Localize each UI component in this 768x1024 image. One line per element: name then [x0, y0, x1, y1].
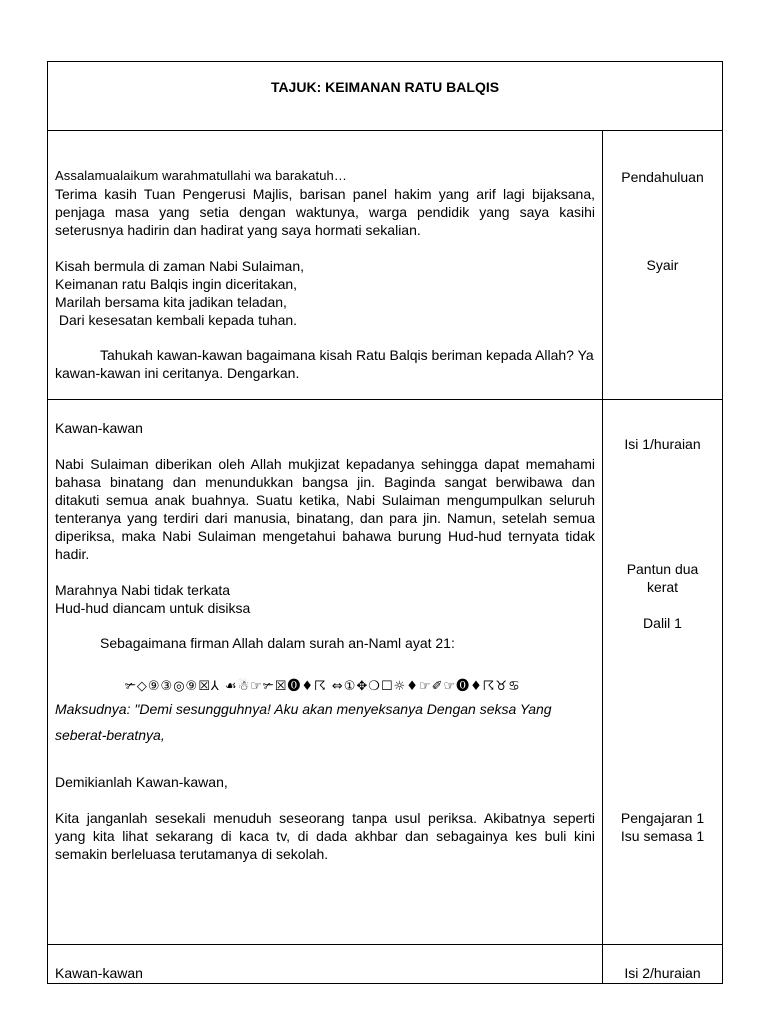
section-isi2-content	[48, 945, 603, 984]
address-text: Kawan-kawan	[55, 420, 143, 436]
section-intro-labels	[603, 131, 723, 400]
section-isi2-row	[48, 945, 723, 984]
title-row	[48, 62, 723, 131]
lesson-paragraph: Kita janganlah sesekali menuduh seseorang tanpa usul periksa. Akibatnya seperti yang kita lihat sekarang di kaca tv, di dada akhbar dan sebagainya kes buli kini semakin berleluasa terutamanya di sekolah.	[55, 810, 595, 862]
label-syair: Syair	[646, 257, 679, 273]
section-intro-content	[48, 131, 603, 400]
conclusion-text: Demikianlah Kawan-kawan,	[55, 774, 228, 790]
poem-line: Marilah bersama kita jadikan teladan,	[55, 294, 287, 310]
section-isi1-labels	[603, 400, 723, 945]
speech-table	[47, 61, 723, 984]
section-intro-row	[48, 131, 723, 400]
page-title: TAJUK: KEIMANAN RATU BALQIS	[270, 79, 500, 95]
label-pengajaran-1: Pengajaran 1	[620, 810, 705, 826]
label-isi-2: Isi 2/huraian	[624, 965, 701, 981]
verse-meaning: Maksudnya: "Demi sesungguhnya! Aku akan menyeksanya Dengan seksa Yang seberat-beratnya,	[55, 701, 552, 743]
firman-text: Sebagaimana firman Allah dalam surah an-Naml ayat 21:	[100, 635, 455, 651]
label-dalil-1: Dalil 1	[643, 615, 682, 631]
address-text: Kawan-kawan	[55, 965, 143, 981]
label-isi-1: Isi 1/huraian	[624, 436, 701, 452]
title-cell	[48, 62, 723, 131]
poem-line: Keimanan ratu Balqis ingin diceritakan,	[55, 276, 298, 292]
thanks-paragraph: Terima kasih Tuan Pengerusi Majlis, barisan panel hakim yang arif lagi bijaksana, penjaga masa yang setia dengan waktunya, warga pendidik yang saya kasihi seterusnya hadirin dan hadirat yang saya hormati sekalian.	[55, 186, 595, 238]
pantun-line: Marahnya Nabi tidak terkata	[55, 582, 231, 598]
section-isi1-row	[48, 400, 723, 945]
poem-line: Dari kesesatan kembali kepada tuhan.	[55, 312, 298, 328]
greeting-text: Assalamualaikum warahmatullahi wa barakatuh…	[55, 168, 347, 183]
intro-paragraph: Tahukah kawan-kawan bagaimana kisah Ratu Balqis beriman kepada Allah? Ya kawan-kawan ini ceritanya. Dengarkan.	[55, 347, 594, 381]
label-pantun-1: Pantun dua	[626, 561, 699, 577]
section-isi2-labels	[603, 945, 723, 984]
label-isu-semasa-1: Isu semasa 1	[620, 828, 705, 844]
story-paragraph: Nabi Sulaiman diberikan oleh Allah mukjizat kepadanya sehingga dapat memahami bahasa binatang dan menundukkan bangsa jin. Baginda sangat berwibawa dan ditakuti semua anak buahnya. Suatu ketika, Nabi Sulaiman mengumpulkan seluruh tenteranya yang terdiri dari manusia, binatang, dan para jin. Namun, setelah semua diperiksa, maka Nabi Sulaiman mengetahui bahawa burung Hud-hud ternyata tidak hadir.	[55, 456, 595, 562]
label-pantun-2: kerat	[646, 579, 679, 595]
arabic-verse-glyphs: ✃◇⑨③◎⑨☒⅄ ☙☃☞✃☒⓿♦☈ ⇔①✥❍☐☼♦☞✐☞⓿♦☈♉♋	[125, 679, 521, 694]
pantun-line: Hud-hud diancam untuk disiksa	[55, 600, 251, 616]
section-isi1-content	[48, 400, 603, 945]
label-pendahuluan: Pendahuluan	[621, 169, 704, 185]
poem-line: Kisah bermula di zaman Nabi Sulaiman,	[55, 258, 305, 274]
